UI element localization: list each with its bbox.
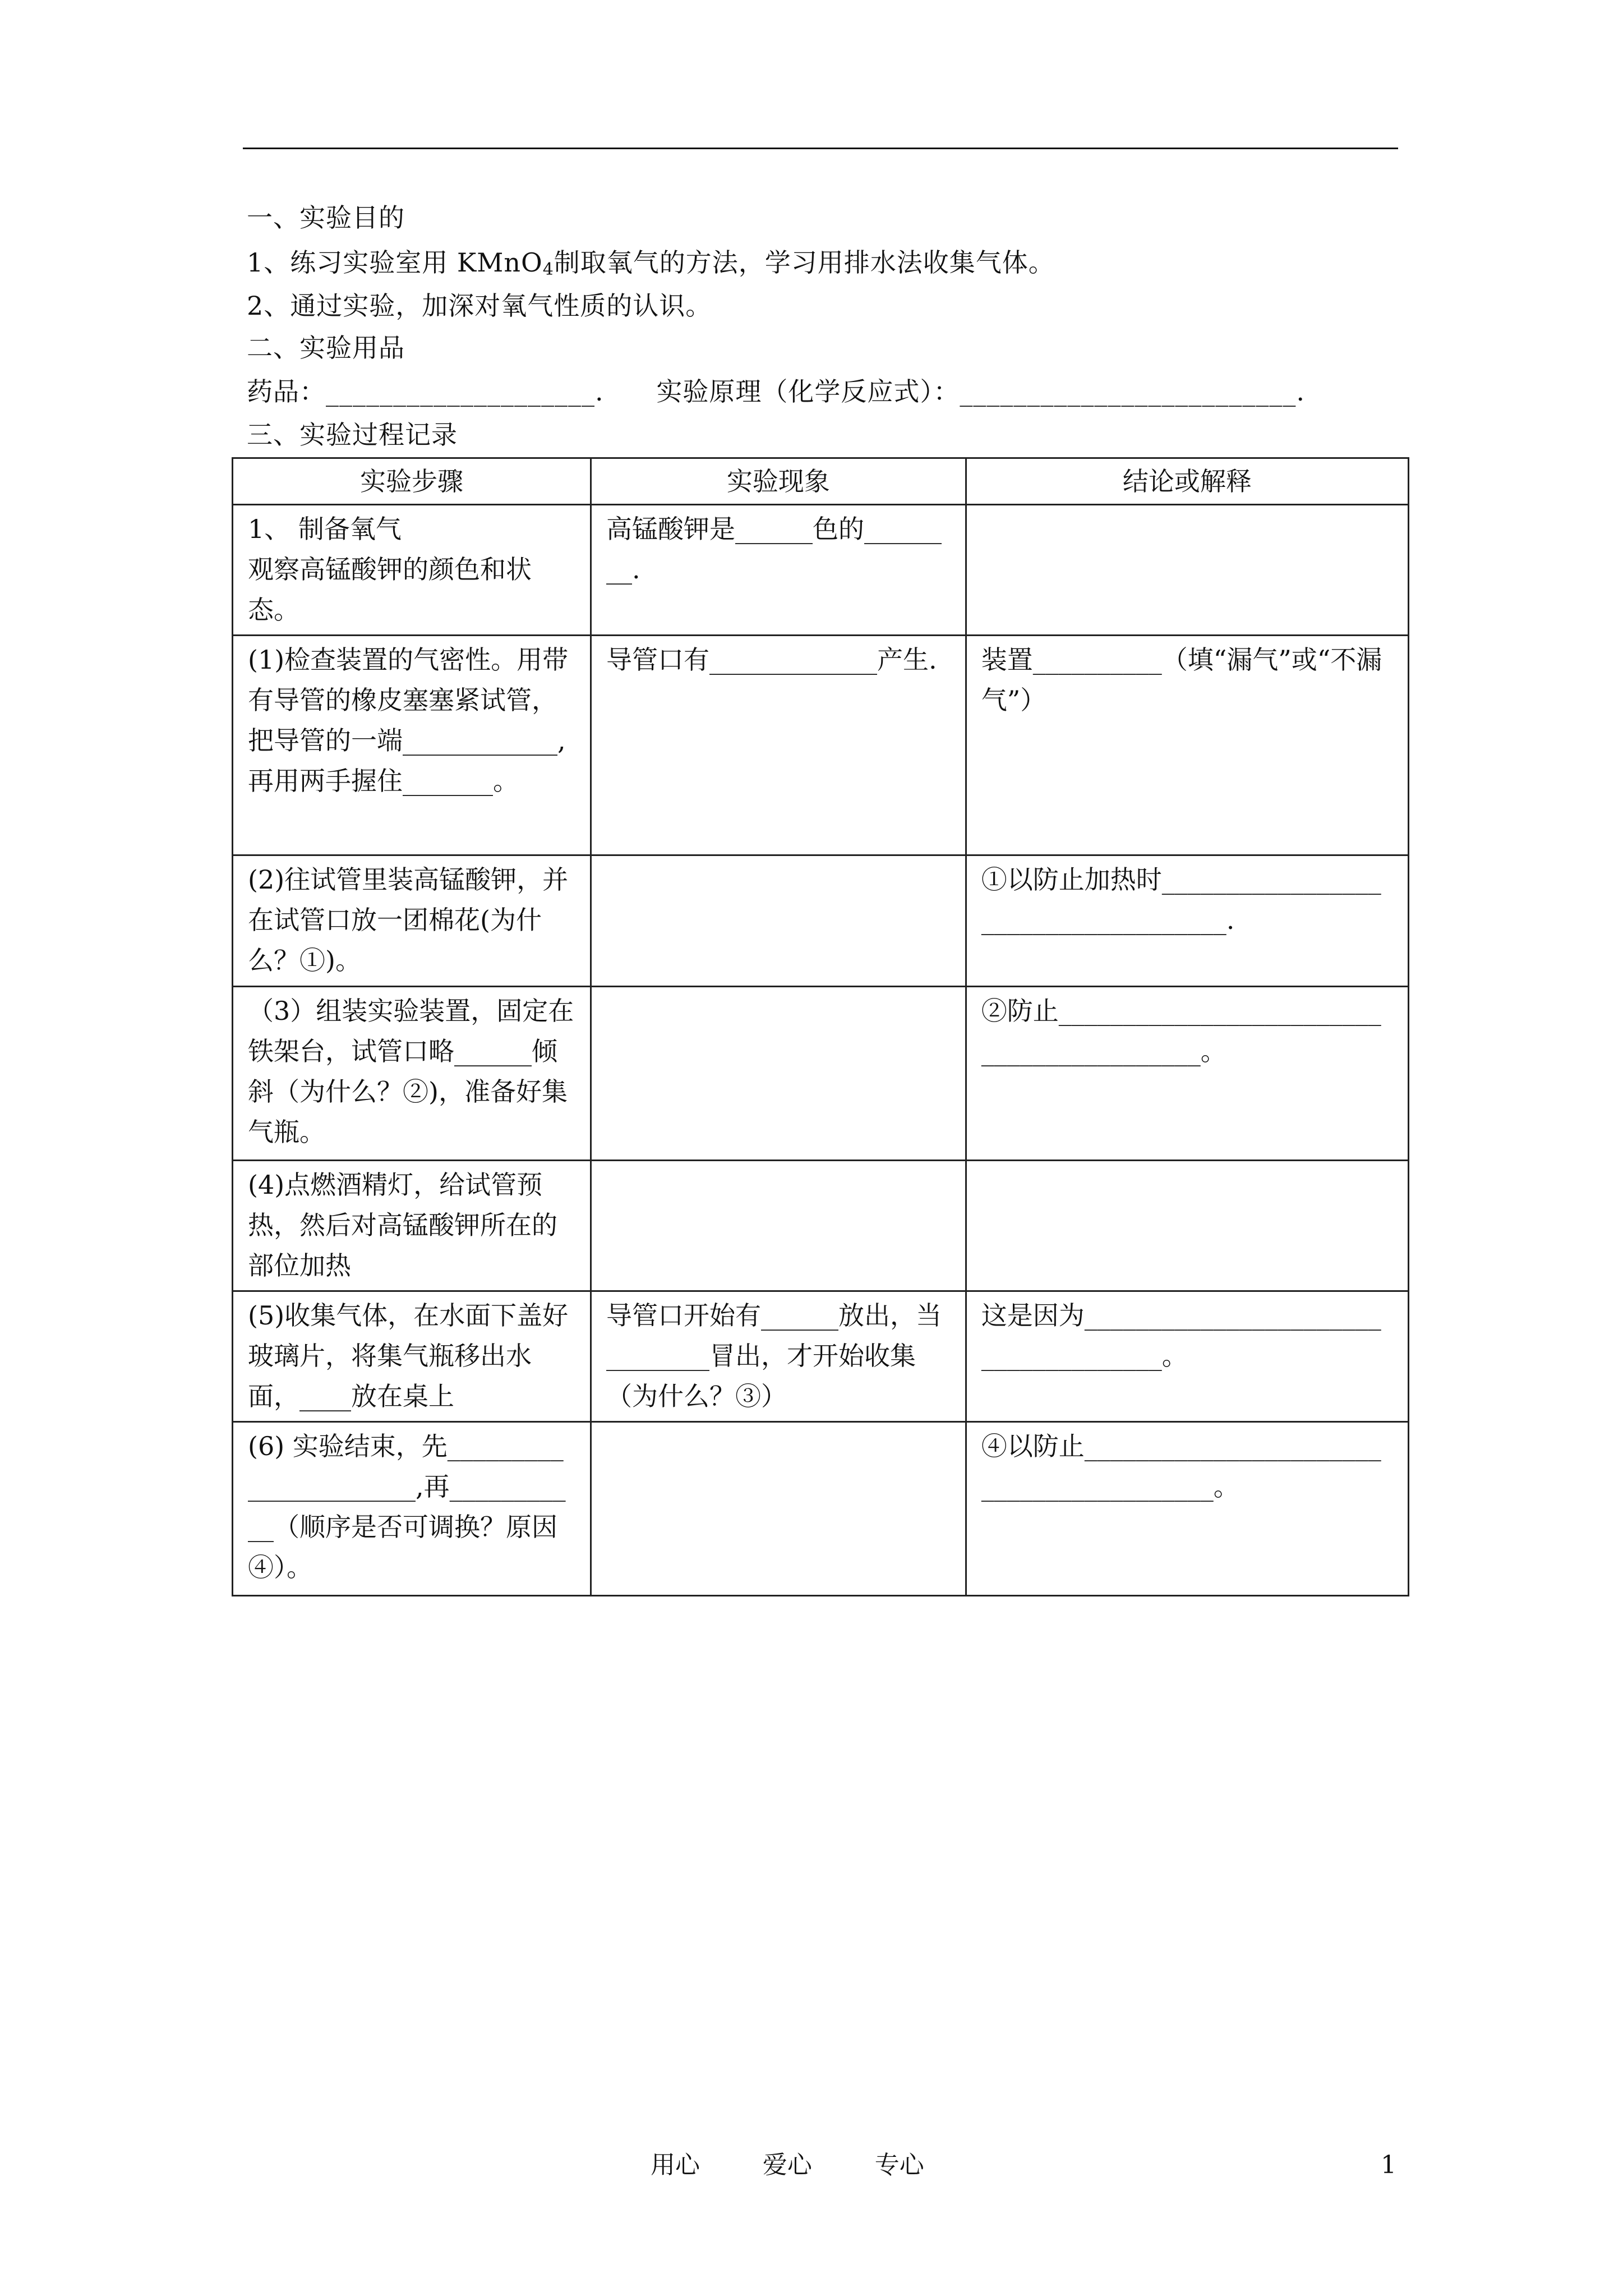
conclusion-cell: ④以防止_________________________________________。: [966, 1422, 1408, 1596]
conclusion-cell: ②防止__________________________________________。: [966, 987, 1408, 1161]
table-row: [233, 505, 1409, 636]
step-cell: (6) 实验结束，先______________________,再___________（顺序是否可调换？原因④）。: [233, 1422, 591, 1596]
conclusion-cell: 这是因为_____________________________________。: [966, 1291, 1408, 1422]
table-row: [233, 855, 1409, 987]
phenomenon-cell: [591, 1422, 966, 1596]
table-row: [233, 636, 1409, 855]
page-number: 1: [1381, 2151, 1396, 2179]
conclusion-cell: 装置__________（填“漏气”或“不漏气”）: [966, 636, 1408, 855]
table-header-row: [233, 458, 1409, 505]
section-1-title: 一、实验目的: [247, 203, 405, 233]
step-cell: （3）组装实验装置，固定在铁架台，试管口略______倾斜（为什么？②)，准备好集气瓶。: [233, 987, 591, 1161]
table-row: [233, 1161, 1409, 1291]
header-conclusion: 结论或解释: [966, 458, 1408, 505]
experiment-record-table: [232, 457, 1409, 1596]
phenomenon-cell: 导管口开始有______放出，当________冒出，才开始收集（为什么？③）: [591, 1291, 966, 1422]
conclusion-cell: ①以防止加热时____________________________________.: [966, 855, 1408, 987]
step-cell: (2)往试管里装高锰酸钾，并在试管口放一团棉花(为什么？①)。: [233, 855, 591, 987]
conclusion-cell: [966, 505, 1408, 636]
section-2-title: 二、实验用品: [247, 333, 405, 363]
phenomenon-cell: [591, 855, 966, 987]
footer-motto: 用心 爱心 专心: [651, 2151, 924, 2179]
phenomenon-cell: [591, 1161, 966, 1291]
table-row: [233, 987, 1409, 1161]
header-phenomena: 实验现象: [591, 458, 966, 505]
step-cell: 1、 制备氧气 观察高锰酸钾的颜色和状态。: [233, 505, 591, 636]
phenomenon-cell: [591, 987, 966, 1161]
step-cell: (1)检查装置的气密性。用带有导管的橡皮塞塞紧试管，把导管的一端____________,再用两手握住_______。: [233, 636, 591, 855]
step-cell: (5)收集气体，在水面下盖好玻璃片，将集气瓶移出水面，____放在桌上: [233, 1291, 591, 1422]
phenomenon-cell: 高锰酸钾是______色的________.: [591, 505, 966, 636]
step-cell: (4)点燃酒精灯，给试管预热，然后对高锰酸钾所在的部位加热: [233, 1161, 591, 1291]
materials-line: 药品：____________________. 实验原理（化学反应式）：_________________________.: [247, 376, 1305, 407]
table-row: [233, 1422, 1409, 1596]
objective-1: 1、练习实验室用 KMnO$_4$制取氧气的方法，学习用排水法收集气体。: [247, 247, 1055, 279]
table-row: [233, 1291, 1409, 1422]
section-3-title: 三、实验过程记录: [247, 420, 458, 450]
header-rule: [243, 148, 1398, 149]
header-steps: 实验步骤: [233, 458, 591, 505]
phenomenon-cell: 导管口有_____________产生.: [591, 636, 966, 855]
conclusion-cell: [966, 1161, 1408, 1291]
objective-2: 2、通过实验，加深对氧气性质的认识。: [247, 291, 712, 321]
